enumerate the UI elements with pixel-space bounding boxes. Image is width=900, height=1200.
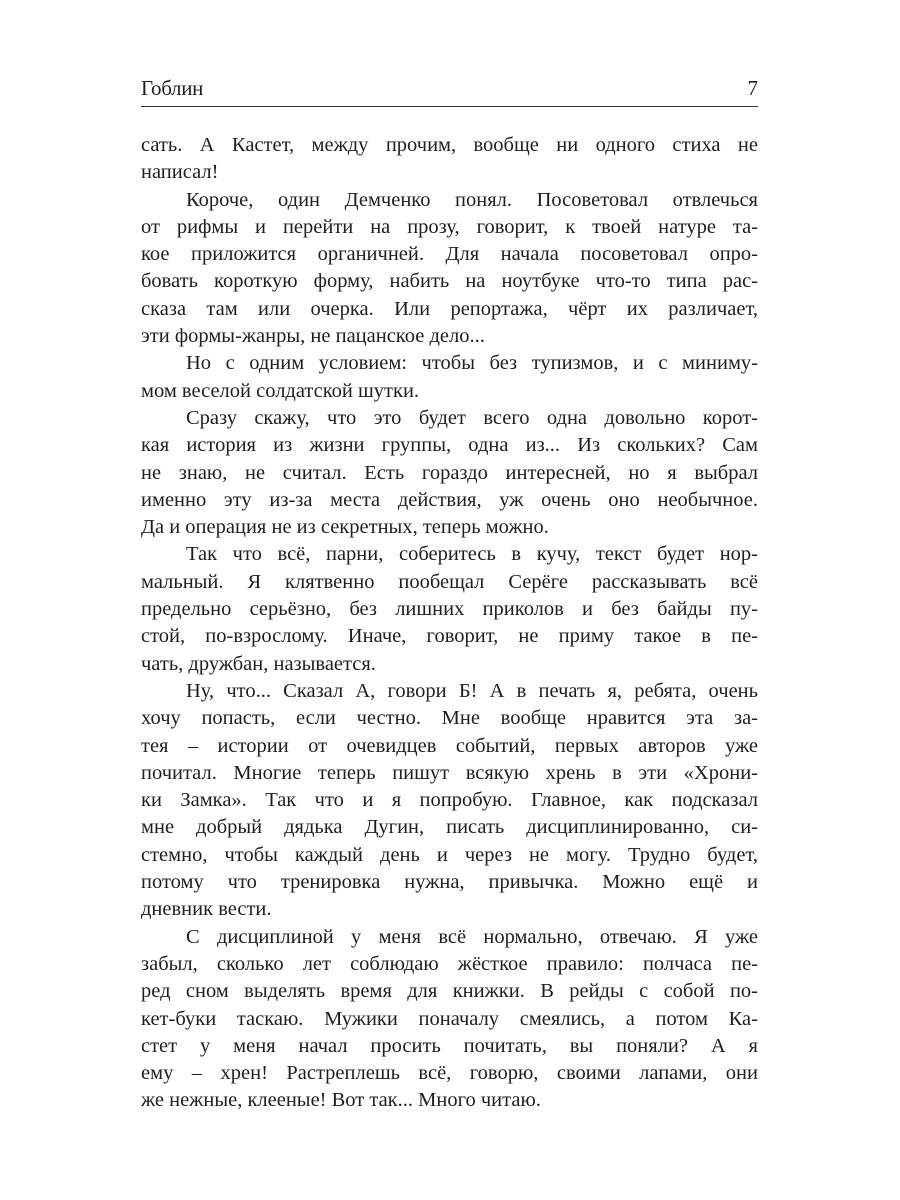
text-line: ему – хрен! Растреплешь всё, говорю, своими лапами, они bbox=[141, 1062, 758, 1085]
text-line: же нежные, клееные! Вот так... Много читаю. bbox=[141, 1089, 541, 1112]
text-line: мальный. Я клятвенно пообещал Серёге рассказывать всё bbox=[141, 570, 758, 593]
text-line: С дисциплиной у меня всё нормально, отвечаю. Я уже bbox=[186, 925, 758, 948]
page-body-text bbox=[141, 132, 758, 1115]
paragraph bbox=[141, 678, 758, 924]
running-header bbox=[141, 74, 758, 107]
text-line: стой, по-взрослому. Иначе, говорит, не приму такое в пе- bbox=[141, 625, 758, 648]
text-line: сать. А Кастет, между прочим, вообще ни одного стиха не bbox=[141, 134, 758, 156]
paragraph bbox=[141, 187, 758, 351]
text-line: дневник вести. bbox=[141, 898, 272, 921]
text-line: забыл, сколько лет соблюдаю жёсткое правило: полчаса пе- bbox=[141, 952, 758, 975]
text-line: кая история из жизни группы, одна из... Из скольких? Сам bbox=[141, 434, 758, 457]
text-line: Сразу скажу, что это будет всего одна довольно корот- bbox=[186, 406, 758, 429]
page-number: 7 bbox=[747, 76, 758, 100]
text-line: Да и операция не из секретных, теперь можно. bbox=[141, 516, 549, 539]
text-line: бовать короткую форму, набить на ноутбуке что-то типа рас- bbox=[141, 270, 758, 293]
text-line: чать, дружбан, называется. bbox=[141, 652, 376, 675]
text-line: тея – истории от очевидцев событий, первых авторов уже bbox=[141, 734, 758, 757]
text-line: сказа там или очерка. Или репортажа, чёрт их различает, bbox=[141, 297, 758, 320]
text-line: эти формы-жанры, не пацанское дело... bbox=[141, 325, 485, 348]
text-line: стет у меня начал просить почитать, вы поняли? А я bbox=[141, 1034, 758, 1057]
text-line: предельно серьёзно, без лишних приколов и без байды пу- bbox=[141, 598, 758, 621]
text-line: написал! bbox=[141, 161, 219, 184]
text-line: почитал. Многие теперь пишут всякую хрень в эти «Хрони- bbox=[141, 761, 758, 784]
text-line: кое приложится органичней. Для начала посоветовал опро- bbox=[141, 243, 758, 266]
paragraph bbox=[141, 132, 758, 187]
text-line: ки Замка». Так что и я попробую. Главное, как подсказал bbox=[141, 789, 758, 812]
text-line: потому что тренировка нужна, привычка. Можно ещё и bbox=[141, 871, 758, 894]
text-line: кет-буки таскаю. Мужики поначалу смеялись, а потом Ка- bbox=[141, 1007, 758, 1030]
text-line: от рифмы и перейти на прозу, говорит, к твоей натуре та- bbox=[141, 215, 758, 238]
running-title: Гоблин bbox=[141, 76, 204, 100]
text-line: стемно, чтобы каждый день и через не могу. Трудно будет, bbox=[141, 843, 758, 866]
text-line: Короче, один Демченко понял. Посоветовал отвлечься bbox=[186, 188, 758, 211]
text-line: не знаю, не считал. Есть гораздо интересней, но я выбрал bbox=[141, 461, 758, 484]
text-line: Но с одним условием: чтобы без тупизмов, и с миниму- bbox=[186, 352, 758, 375]
paragraph bbox=[141, 405, 758, 541]
paragraph bbox=[141, 350, 758, 405]
text-line: мом веселой солдатской шутки. bbox=[141, 379, 420, 402]
text-line: Ну, что... Сказал А, говори Б! А в печать я, ребята, очень bbox=[186, 679, 758, 702]
paragraph bbox=[141, 541, 758, 677]
text-line: хочу попасть, если честно. Мне вообще нравится эта за- bbox=[141, 707, 758, 730]
text-line: именно эту из-за места действия, уж очень оно необычное. bbox=[141, 488, 758, 511]
text-line: ред сном выделять время для книжки. В рейды с собой по- bbox=[141, 980, 758, 1003]
text-line: Так что всё, парни, соберитесь в кучу, текст будет нор- bbox=[186, 543, 758, 566]
text-line: мне добрый дядька Дугин, писать дисциплинированно, си- bbox=[141, 816, 758, 839]
paragraph bbox=[141, 924, 758, 1115]
